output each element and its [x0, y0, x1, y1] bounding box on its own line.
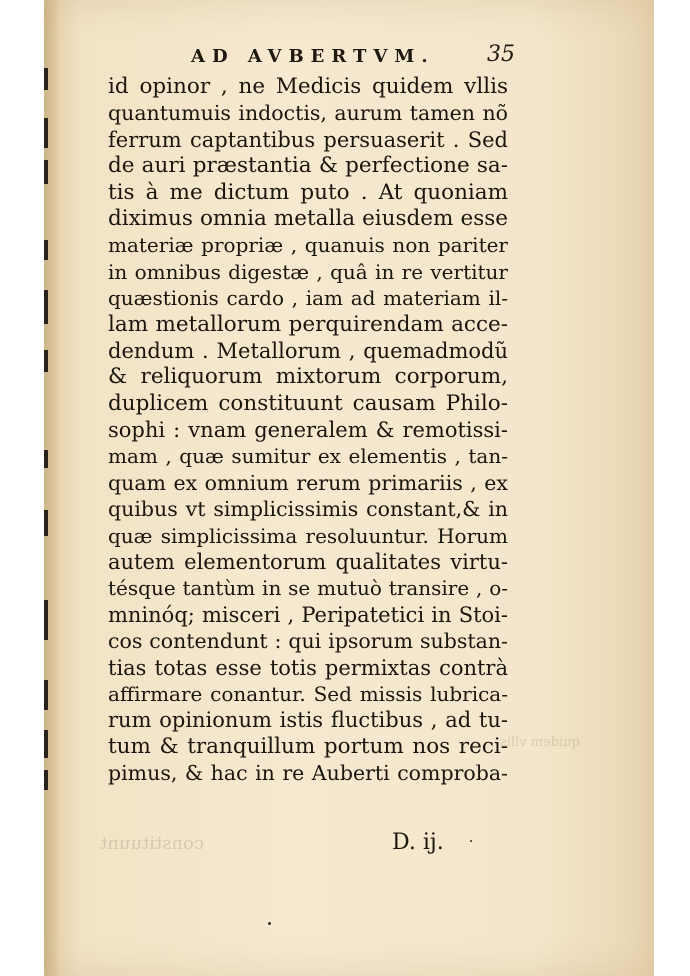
- text-line: duplicem constituunt causam Philo-: [108, 390, 508, 416]
- text-line: quibus vt simplicissimis constant,& in: [108, 497, 508, 522]
- text-line: quæstionis cardo , iam ad materiam il-: [108, 286, 508, 311]
- text-line: diximus omnia metalla eiusdem esse: [108, 205, 508, 231]
- previous-page-edge-marks: [44, 40, 54, 800]
- text-line: cos contendunt : qui ipsorum substan-: [108, 629, 508, 654]
- body-text: [108, 74, 508, 787]
- ink-speck: [268, 922, 271, 925]
- text-line: lam metallorum perquirendam acce-: [108, 311, 508, 337]
- bleed-through-ink: quidem vllis: [500, 735, 580, 750]
- text-line: tias totas esse totis permixtas contrà: [108, 655, 508, 680]
- text-line: quantumuis indoctis, aurum tamen nõ: [108, 101, 508, 126]
- text-line: materiæ propriæ , quanuis non pariter: [108, 233, 508, 258]
- text-line: mninóq; misceri , Peripatetici in Stoi-: [108, 602, 508, 627]
- text-line: dendum . Metallorum , quemadmodũ: [108, 338, 508, 363]
- text-line: quam ex omnium rerum primariis , ex: [108, 470, 508, 495]
- text-line: ferrum captantibus persuaserit . Sed: [108, 127, 508, 152]
- ink-speck: [470, 840, 472, 842]
- text-line: mam , quæ sumitur ex elementis , tan-: [108, 444, 508, 469]
- text-line: affirmare conantur. Sed missis lubrica-: [108, 681, 508, 706]
- text-line: autem elementorum qualitates virtu-: [108, 550, 508, 575]
- text-line: in omnibus digestæ , quâ in re vertitur: [108, 259, 508, 284]
- text-line: tis à me dictum puto . At quoniam: [108, 179, 508, 205]
- text-line: tum & tranquillum portum nos reci-: [108, 733, 508, 759]
- page-number: 35: [487, 42, 515, 67]
- text-line: rum opinionum istis fluctibus , ad tu-: [108, 708, 508, 733]
- text-line: de auri præstantia & perfectione sa-: [108, 153, 508, 179]
- text-line: sophi : vnam generalem & remotissi-: [108, 418, 508, 443]
- bleed-through-ink: constituunt: [100, 833, 204, 854]
- text-line: & reliquorum mixtorum corporum,: [108, 364, 508, 390]
- page-header: [105, 42, 525, 72]
- text-line: quæ simplicissima resoluuntur. Horum: [108, 523, 508, 548]
- signature-mark: D. ij.: [392, 830, 444, 855]
- text-line: pimus, & hac in re Auberti comproba-: [108, 761, 508, 786]
- text-line: id opinor , ne Medicis quidem vllis: [108, 74, 508, 99]
- text-line: tésque tantùm in se mutuò transire , o-: [108, 576, 508, 601]
- running-head: AD AVBERTVM.: [191, 46, 435, 67]
